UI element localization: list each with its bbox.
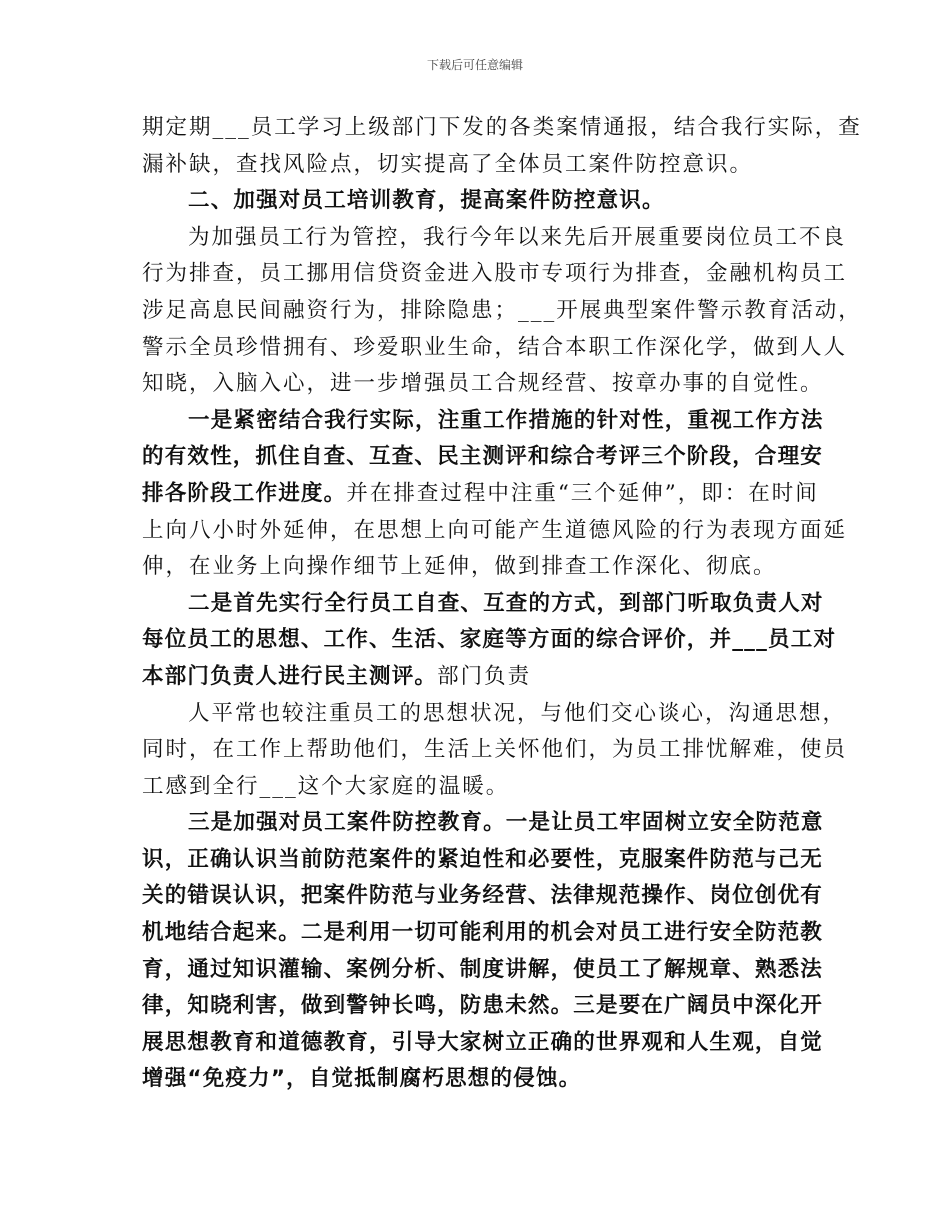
bold-text-line: 三是加强对员工案件防控教育。一是让员工牢固树立安全防范意 (188, 810, 824, 836)
bold-text-line: 展思想教育和道德教育，引导大家树立正确的世界观和人生观，自觉 (142, 1029, 824, 1055)
text-line: 知晓，入脑入心，进一步增强员工合规经营、按章办事的自觉性。 (142, 371, 824, 397)
bold-text-line: 识，正确认识当前防范案件的紧迫性和必要性，克服案件防范与己无 (142, 846, 824, 872)
text-line: 同时，在工作上帮助他们，生活上关怀他们，为员工排忧解难，使员 (142, 737, 848, 763)
section-heading: 二、加强对员工培训教育，提高案件防控意识。 (188, 188, 665, 214)
page-header: 下载后可任意编辑 (426, 58, 523, 72)
bold-text-line: 律，知晓利害，做到警钟长鸣，防患未然。三是要在广阔员中深化开 (142, 993, 824, 1019)
bold-text-line: 一是紧密结合我行实际，注重工作措施的针对性，重视工作方法 (188, 407, 824, 433)
bold-segment: 本部门负责人进行民主测评。 (142, 663, 438, 689)
text-line: 上向八小时外延伸，在思想上向可能产生道德风险的行为表现方面延 (142, 517, 848, 543)
text-line: 为加强员工行为管控，我行今年以来先后开展重要岗位员工不良 (188, 224, 847, 250)
bold-text-line: 每位员工的思想、工作、生活、家庭等方面的综合评价，并___员工对 (142, 627, 837, 653)
text-line: 伸，在业务上向操作细节上延伸，做到排查工作深化、彻底。 (142, 554, 777, 580)
bold-text-line: 的有效性，抓住自查、互查、民主测评和综合考评三个阶段，合理安 (142, 444, 824, 470)
mixed-text-line (142, 659, 810, 696)
mixed-text-line (142, 476, 819, 513)
text-segment: 部门负责 (437, 663, 532, 689)
text-line: 涉足高息民间融资行为，排除隐患；___开展典型案件警示教育活动， (142, 297, 862, 323)
bold-text-line: 关的错误认识，把案件防范与业务经营、法律规范操作、岗位创优有 (142, 883, 824, 909)
bold-segment: 排各阶段工作进度。 (142, 480, 347, 506)
bold-text-line: 育，通过知识灌输、案例分析、制度讲解，使员工了解规章、熟悉法 (142, 956, 824, 982)
document-body (142, 110, 862, 1098)
text-line: 行为排查，员工挪用信贷资金进入股市专项行为排查，金融机构员工 (142, 261, 848, 287)
text-segment: 并在排查过程中注重“三个延伸”，即：在时间 (346, 480, 819, 506)
text-line: 人平常也较注重员工的思想状况，与他们交心谈心，沟通思想， (188, 700, 847, 726)
bold-text-line: 机地结合起来。二是利用一切可能利用的机会对员工进行安全防范教 (142, 920, 824, 946)
bold-text-line: 二是首先实行全行员工自查、互查的方式，到部门听取负责人对 (188, 590, 824, 616)
text-line: 期定期___员工学习上级部门下发的各类案情通报，结合我行实际，查 (142, 115, 862, 140)
bold-text-line: 增强“免疫力”，自觉抵制腐朽思想的侵蚀。 (142, 1066, 582, 1092)
text-line: 工感到全行___这个大家庭的温暖。 (142, 773, 510, 799)
text-line: 警示全员珍惜拥有、珍爱职业生命，结合本职工作深化学，做到人人 (142, 334, 848, 360)
text-line: 漏补缺，查找风险点，切实提高了全体员工案件防控意识。 (142, 151, 754, 177)
